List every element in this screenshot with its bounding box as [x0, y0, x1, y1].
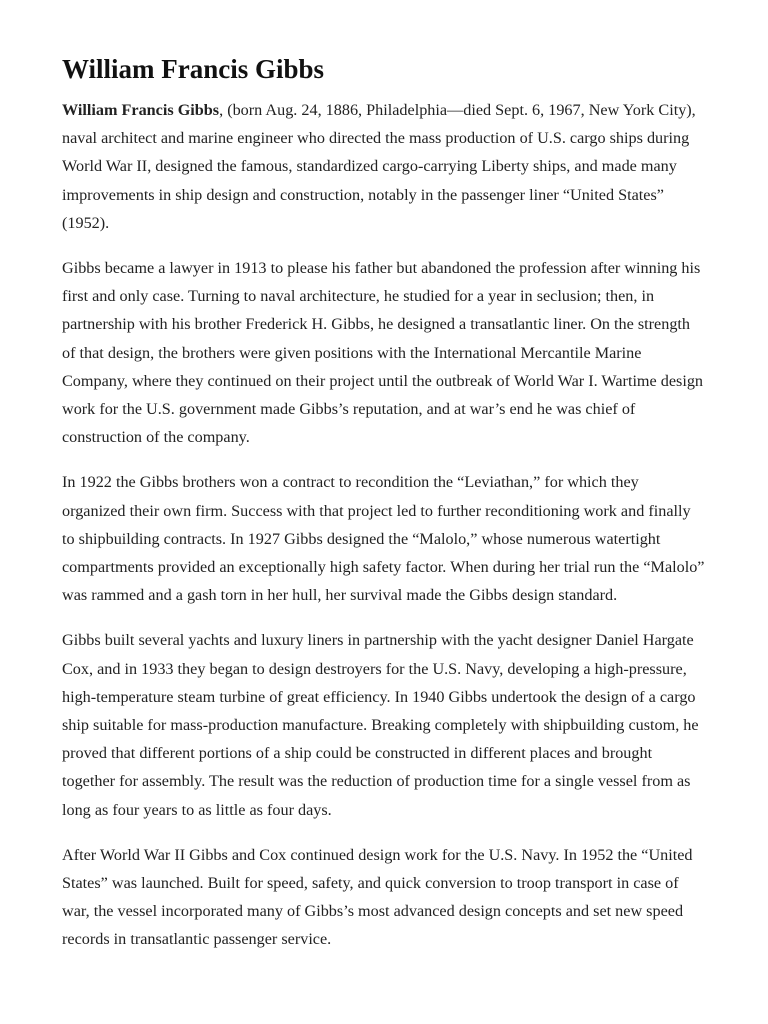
- page-title: William Francis Gibbs: [62, 54, 325, 84]
- paragraph-united-states: After World War II Gibbs and Cox continued design work for the U.S. Navy. In 1952 the “United States” was launched. Built for speed, safety, and quick conversion to troop transport in case of war, the vessel incorporated many of Gibbs’s most advanced design concepts and set new speed records in transatlantic passenger service.: [62, 845, 693, 949]
- paragraph-cox-partnership: Gibbs built several yachts and luxury liners in partnership with the yacht designer Daniel Hargate Cox, and in 1933 they began to design destroyers for the U.S. Navy, developing a high-pressure, high-temperature steam turbine of great efficiency. In 1940 Gibbs undertook the design of a cargo ship suitable for mass-production manufacture. Breaking completely with shipbuilding custom, he proved that different portions of a ship could be constructed in different places and brought together for assembly. The result was the reduction of production time for a single vessel from as long as four years to as little as four days.: [62, 631, 699, 819]
- paragraph-early-career: Gibbs became a lawyer in 1913 to please his father but abandoned the profession after winning his first and only case. Turning to naval architecture, he studied for a year in seclusion; then, in partnership with his brother Frederick H. Gibbs, he designed a transatlantic liner. On the strength of that design, the brothers were given positions with the International Mercantile Marine Company, where they continued on their project until the outbreak of World War I. Wartime design work for the U.S. government made Gibbs’s reputation, and at war’s end he was chief of construction of the company.: [62, 259, 704, 447]
- lead-paragraph-text: , (born Aug. 24, 1886, Philadelphia—died Sept. 6, 1967, New York City), naval architect and marine engineer who directed the mass production of U.S. cargo ships during World War II, designed the famous, standardized cargo-carrying Liberty ships, and made many improvements in ship design and construction, notably in the passenger liner “United States” (1952).: [62, 101, 696, 232]
- paragraph-leviathan-malolo: In 1922 the Gibbs brothers won a contract to recondition the “Leviathan,” for which they organized their own firm. Success with that project led to further reconditioning work and finally to shipbuilding contracts. In 1927 Gibbs designed the “Malolo,” whose numerous watertight compartments provided an exceptionally high safety factor. When during her trial run the “Malolo” was rammed and a gash torn in her hull, her survival made the Gibbs design standard.: [62, 473, 705, 605]
- lead-paragraph: [62, 96, 706, 237]
- subject-name: William Francis Gibbs: [62, 101, 220, 119]
